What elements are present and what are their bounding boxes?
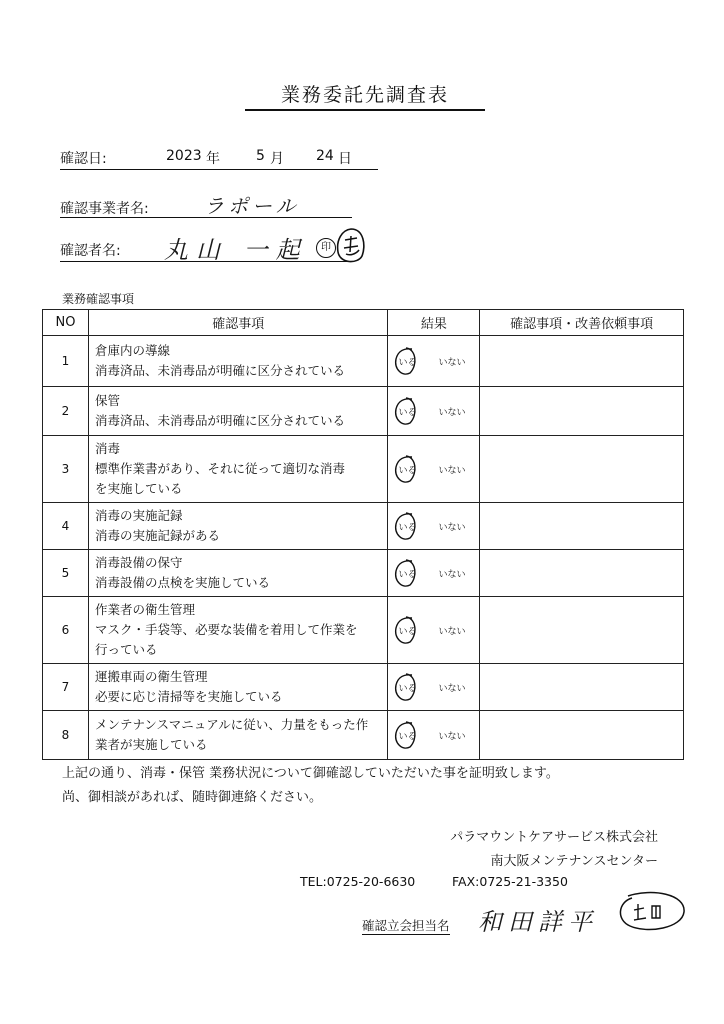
row-item: [88, 597, 388, 664]
date-year: 2023: [166, 148, 202, 164]
section-label: 業務確認事項: [62, 292, 135, 306]
result-yes: いる: [398, 407, 417, 418]
result-yes: いる: [398, 683, 417, 694]
row-item-text: 消毒済品、未消毒品が明確に区分されている: [94, 413, 345, 428]
row-item: [88, 436, 388, 503]
table-row: [43, 436, 684, 503]
result-yes: いる: [398, 357, 417, 368]
row-item: [88, 503, 388, 550]
business-row: [60, 192, 352, 218]
center-name: 南大阪メンテナンスセンター: [490, 854, 658, 869]
row-item: [88, 336, 388, 387]
row-item-title: 作業者の衛生管理: [94, 602, 195, 617]
signer-value: 和田詳平: [478, 908, 598, 936]
date-day-unit: 日: [338, 151, 352, 167]
row-note: [480, 597, 684, 664]
date-month-unit: 月: [270, 151, 284, 167]
checker-label: 確認者名:: [60, 243, 121, 259]
row-item-title: 消毒: [94, 441, 120, 456]
date-day: 24: [316, 148, 334, 164]
business-value: ラポール: [204, 194, 300, 218]
row-result: [388, 436, 480, 503]
row-item-text: マスク・手袋等、必要な装備を着用して作業を: [94, 622, 358, 637]
table-row: [43, 550, 684, 597]
row-item-title: 保管: [94, 393, 120, 408]
signer-label: 確認立会担当名: [362, 918, 450, 933]
result-no: いない: [438, 407, 466, 418]
result-no: いない: [438, 626, 466, 637]
row-number: 8: [43, 711, 89, 760]
header-result: 結果: [388, 310, 480, 336]
document-title: 業務委託先調査表: [245, 80, 485, 111]
row-number: 5: [43, 550, 89, 597]
row-item-text: 消毒済品、未消毒品が明確に区分されている: [94, 363, 345, 378]
result-no: いない: [438, 522, 466, 533]
row-item-text: 行っている: [94, 642, 158, 657]
result-no: いない: [438, 465, 466, 476]
row-note: [480, 664, 684, 711]
row-number: 7: [43, 664, 89, 711]
row-result: [388, 664, 480, 711]
table-row: [43, 664, 684, 711]
table-row: [43, 711, 684, 760]
row-item: [88, 387, 388, 436]
row-number: 4: [43, 503, 89, 550]
row-item-text: 消毒設備の点検を実施している: [94, 575, 270, 590]
row-item-title: 消毒設備の保守: [94, 555, 183, 570]
row-note: [480, 336, 684, 387]
date-label: 確認日:: [60, 151, 107, 167]
result-yes: いる: [398, 731, 417, 742]
certification-text: 上記の通り、消毒・保管 業務状況について御確認していただいた事を証明致します。: [62, 766, 559, 781]
row-item: [88, 550, 388, 597]
row-note: [480, 550, 684, 597]
result-no: いない: [438, 683, 466, 694]
row-item-title: 倉庫内の導線: [94, 343, 170, 358]
row-note: [480, 387, 684, 436]
row-result: [388, 336, 480, 387]
result-yes: いる: [398, 569, 417, 580]
date-month: 5: [256, 148, 265, 164]
row-number: 3: [43, 436, 89, 503]
date-year-unit: 年: [206, 151, 220, 167]
row-result: [388, 597, 480, 664]
header-no: NO: [43, 310, 89, 336]
company-name: パラマウントケアサービス株式会社: [450, 830, 658, 845]
row-note: [480, 503, 684, 550]
result-yes: いる: [398, 522, 417, 533]
checker-value: 丸山 一起: [164, 236, 308, 264]
row-result: [388, 711, 480, 760]
row-item-text: 消毒の実施記録がある: [94, 528, 220, 543]
result-no: いない: [438, 731, 466, 742]
row-item-title: 消毒の実施記録: [94, 508, 183, 523]
date-row: [60, 148, 378, 170]
row-result: [388, 503, 480, 550]
row-result: [388, 387, 480, 436]
row-result: [388, 550, 480, 597]
row-note: [480, 711, 684, 760]
result-no: いない: [438, 569, 466, 580]
row-item: [88, 664, 388, 711]
row-item-title: メンテナンスマニュアルに従い、力量をもった作: [94, 717, 369, 732]
result-yes: いる: [398, 465, 417, 476]
fax-number: FAX:0725-21-3350: [452, 874, 568, 889]
contact-note: 尚、御相談があれば、随時御連絡ください。: [62, 790, 323, 805]
row-item: [88, 711, 388, 760]
signer-seal-icon: [608, 888, 688, 936]
row-number: 1: [43, 336, 89, 387]
row-note: [480, 436, 684, 503]
row-number: 6: [43, 597, 89, 664]
table-header-row: [43, 310, 684, 336]
seal-mark: 印: [316, 238, 336, 258]
row-item-text: 標準作業書があり、それに従って適切な消毒: [94, 461, 345, 476]
header-item: 確認事項: [88, 310, 388, 336]
checker-row: [60, 232, 350, 262]
row-item-text: 業者が実施している: [94, 737, 208, 752]
result-yes: いる: [398, 626, 417, 637]
signer-row: [362, 906, 692, 936]
table-row: [43, 597, 684, 664]
table-row: [43, 336, 684, 387]
row-item-text: 必要に応じ清掃等を実施している: [94, 689, 283, 704]
items-table: [42, 309, 684, 760]
row-item-text: を実施している: [94, 481, 183, 496]
business-label: 確認事業者名:: [60, 201, 149, 217]
result-no: いない: [438, 357, 466, 368]
table-row: [43, 387, 684, 436]
tel-number: TEL:0725-20-6630: [300, 874, 416, 889]
table-row: [43, 503, 684, 550]
row-item-title: 運搬車両の衛生管理: [94, 669, 208, 684]
header-notes: 確認事項・改善依頼事項: [480, 310, 684, 336]
row-number: 2: [43, 387, 89, 436]
hanko-signature-icon: [334, 226, 368, 264]
